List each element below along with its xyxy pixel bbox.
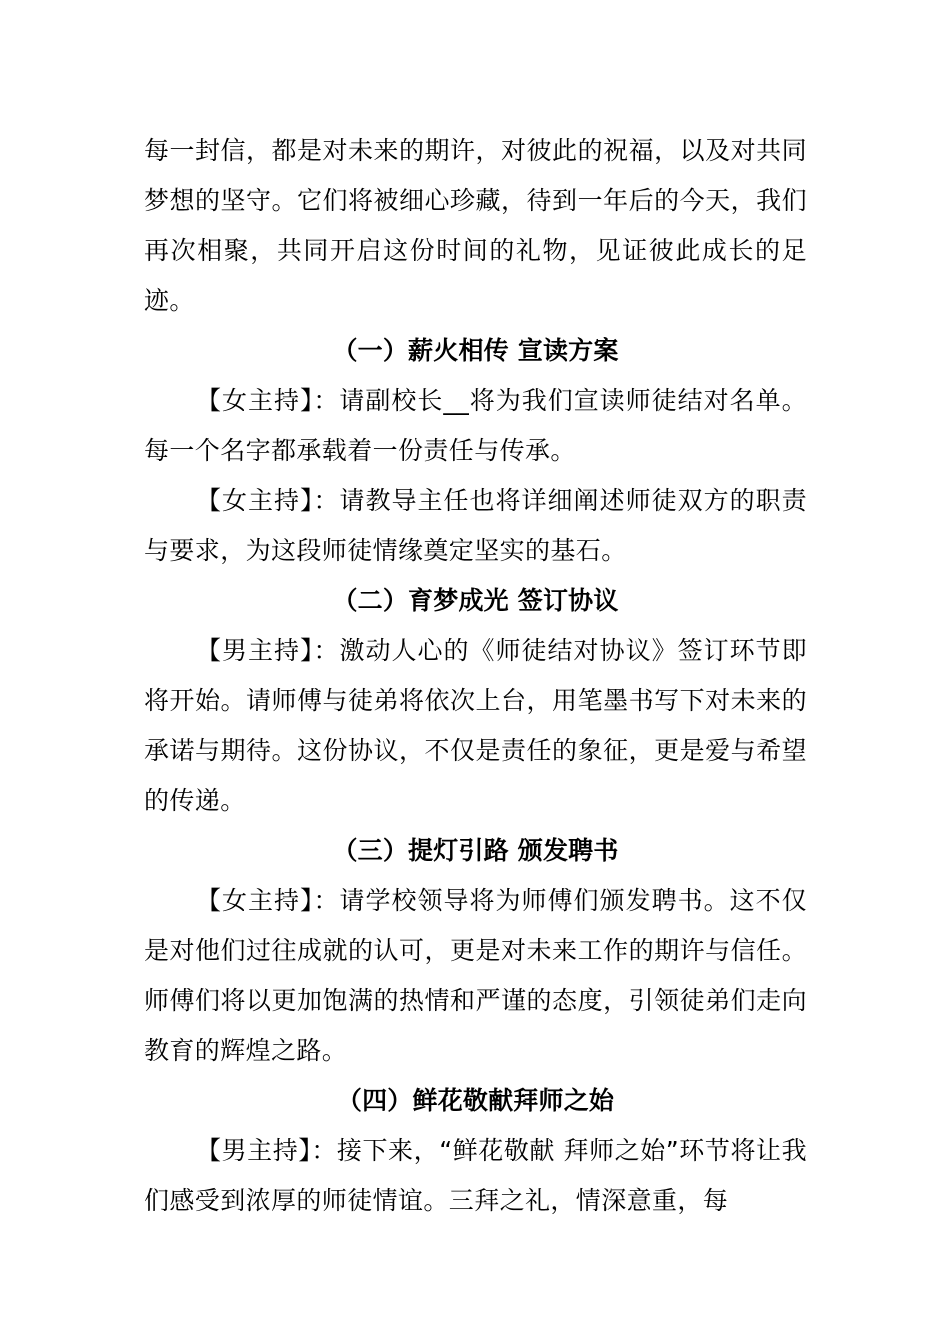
- section-heading-1: （一）薪火相传 宣读方案: [332, 336, 619, 365]
- paragraph-explain-duties: 【女主持】：请教导主任也将详细阐述师徒双方的职责与要求，为这段师徒情缘奠定坚实的基石。: [144, 486, 807, 565]
- paragraph-read-pairing-list: 【女主持】：请副校长__将为我们宣读师徒结对名单。每一个名字都承载着一份责任与传承。: [144, 386, 807, 465]
- section-heading-4: （四）鲜花敬献拜师之始: [336, 1086, 615, 1115]
- section-heading-2: （二）育梦成光 签订协议: [332, 586, 619, 615]
- paragraph-present-flowers: 【男主持】：接下来，“鲜花敬献 拜师之始”环节将让我们感受到浓厚的师徒情谊。三拜之礼，情深意重，每: [144, 1136, 807, 1215]
- paragraph-issue-certificates: 【女主持】：请学校领导将为师傅们颁发聘书。这不仅是对他们过往成就的认可，更是对未来工作的期许与信任。师傅们将以更加饱满的热情和严谨的态度，引领徒弟们走向教育的辉煌之路。: [144, 886, 807, 1065]
- section-heading-3: （三）提灯引路 颁发聘书: [332, 836, 619, 865]
- paragraph-sign-agreement: 【男主持】：激动人心的《师徒结对协议》签订环节即将开始。请师傅与徒弟将依次上台，用笔墨书写下对未来的承诺与期待。这份协议，不仅是责任的象征，更是爱与希望的传递。: [144, 636, 807, 815]
- paragraph-letter-wishes: 每一封信，都是对未来的期许，对彼此的祝福，以及对共同梦想的坚守。它们将被细心珍藏，待到一年后的今天，我们再次相聚，共同开启这份时间的礼物，见证彼此成长的足迹。: [144, 136, 807, 315]
- document-body: [144, 126, 807, 1226]
